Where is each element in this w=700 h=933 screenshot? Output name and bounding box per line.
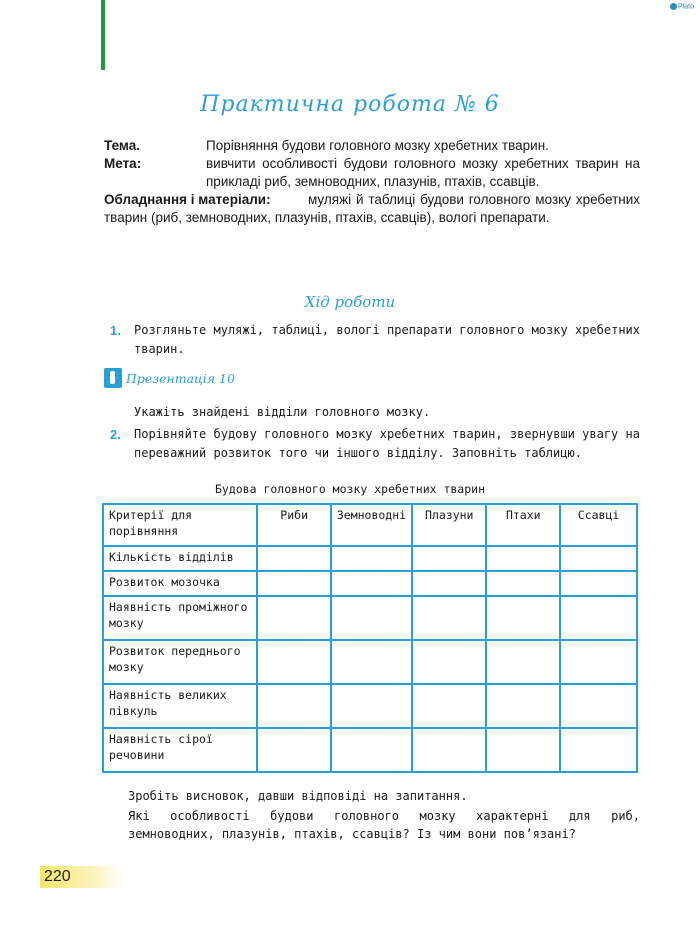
table-header-row — [103, 504, 637, 546]
answer-cell[interactable] — [560, 571, 637, 596]
header-reptiles: Плазуни — [412, 504, 486, 546]
answer-cell[interactable] — [331, 684, 412, 728]
table-row — [103, 571, 637, 596]
table-row — [103, 640, 637, 684]
table-row — [103, 596, 637, 640]
answer-cell[interactable] — [257, 728, 330, 772]
answer-cell[interactable] — [331, 640, 412, 684]
answer-cell[interactable] — [486, 684, 560, 728]
publisher-logo — [670, 3, 694, 10]
logo-icon — [670, 3, 677, 10]
step-number: 2. — [110, 427, 121, 442]
table-caption: Будова головного мозку хребетних тварин — [214, 482, 486, 496]
topic-row — [104, 137, 640, 155]
answer-cell[interactable] — [331, 546, 412, 571]
answer-cell[interactable] — [412, 546, 486, 571]
answer-cell[interactable] — [560, 684, 637, 728]
answer-cell[interactable] — [486, 728, 560, 772]
row-label: Наявність сірої речовини — [103, 728, 257, 772]
row-label: Розвиток переднього мозку — [103, 640, 257, 684]
answer-cell[interactable] — [412, 571, 486, 596]
step-number: 1. — [110, 323, 121, 338]
answer-cell[interactable] — [486, 546, 560, 571]
table-row — [103, 684, 637, 728]
section-subtitle: Хід роботи — [304, 293, 396, 311]
row-label: Наявність великих півкуль — [103, 684, 257, 728]
goal-label: Мета: — [104, 156, 142, 171]
table-row — [103, 546, 637, 571]
header-birds: Птахи — [486, 504, 560, 546]
meta-block — [104, 137, 640, 227]
page-title: Практична робота № 6 — [200, 92, 500, 117]
row-label: Розвиток мозочка — [103, 571, 257, 596]
topic-text: Порівняння будови головного мозку хребетних тварин. — [206, 138, 549, 153]
row-label: Кількість відділів — [103, 546, 257, 571]
step-text: Розгляньте муляжі, таблиці, вологі препарати головного мозку хребетних тварин. — [134, 323, 640, 356]
answer-cell[interactable] — [486, 640, 560, 684]
equipment-text: муляжі й таблиці будови головного мозку хребетних тварин (риб, земноводних, плазунів, птахів, ссавців), вологі препарати. — [104, 192, 640, 225]
answer-cell[interactable] — [560, 546, 637, 571]
presentation-label: Презентація 10 — [126, 371, 235, 386]
table-row — [103, 728, 637, 772]
answer-cell[interactable] — [412, 684, 486, 728]
answer-cell[interactable] — [331, 571, 412, 596]
header-mammals: Ссавці — [560, 504, 637, 546]
answer-cell[interactable] — [560, 728, 637, 772]
answer-cell[interactable] — [560, 596, 637, 640]
answer-cell[interactable] — [560, 640, 637, 684]
indicate-instruction — [104, 403, 640, 422]
goal-text: вивчити особливості будови головного мозку хребетних тварин на прикладі риб, земноводних, плазунів, птахів, ссавців. — [206, 156, 640, 189]
conclusion-question: Які особливості будови головного мозку характерні для риб, земноводних, плазунів, птахів, ссавців? Із чим вони пов’язані? — [128, 809, 640, 841]
comparison-table — [102, 503, 638, 773]
page-number: 220 — [40, 866, 124, 888]
step-2 — [104, 425, 640, 463]
margin-bar — [101, 0, 105, 70]
answer-cell[interactable] — [257, 546, 330, 571]
header-criteria: Критерії для порівняння — [103, 504, 257, 546]
answer-cell[interactable] — [257, 684, 330, 728]
answer-cell[interactable] — [257, 640, 330, 684]
answer-cell[interactable] — [257, 596, 330, 640]
logo-text: Plato — [678, 3, 694, 11]
answer-cell[interactable] — [486, 571, 560, 596]
header-amphibians: Земноводні — [331, 504, 412, 546]
answer-cell[interactable] — [412, 640, 486, 684]
answer-cell[interactable] — [257, 571, 330, 596]
answer-cell[interactable] — [486, 596, 560, 640]
equipment-row — [104, 191, 640, 227]
step-1 — [104, 321, 640, 359]
equipment-label: Обладнання і матеріали: — [104, 192, 271, 207]
presentation-icon — [104, 368, 122, 388]
step-text: Порівняйте будову головного мозку хребетних тварин, звернувши увагу на переважний розвиток того чи іншого відділу. Заповніть таблицю. — [134, 427, 640, 460]
goal-row — [104, 155, 640, 191]
answer-cell[interactable] — [331, 728, 412, 772]
header-fish: Риби — [257, 504, 330, 546]
answer-cell[interactable] — [412, 728, 486, 772]
indicate-text: Укажіть знайдені відділи головного мозку. — [134, 405, 431, 419]
answer-cell[interactable] — [331, 596, 412, 640]
answer-cell[interactable] — [412, 596, 486, 640]
row-label: Наявність проміжного мозку — [103, 596, 257, 640]
conclusion-instruction: Зробіть висновок, давши відповіді на запитання. — [128, 789, 468, 803]
topic-label: Тема. — [104, 138, 140, 153]
